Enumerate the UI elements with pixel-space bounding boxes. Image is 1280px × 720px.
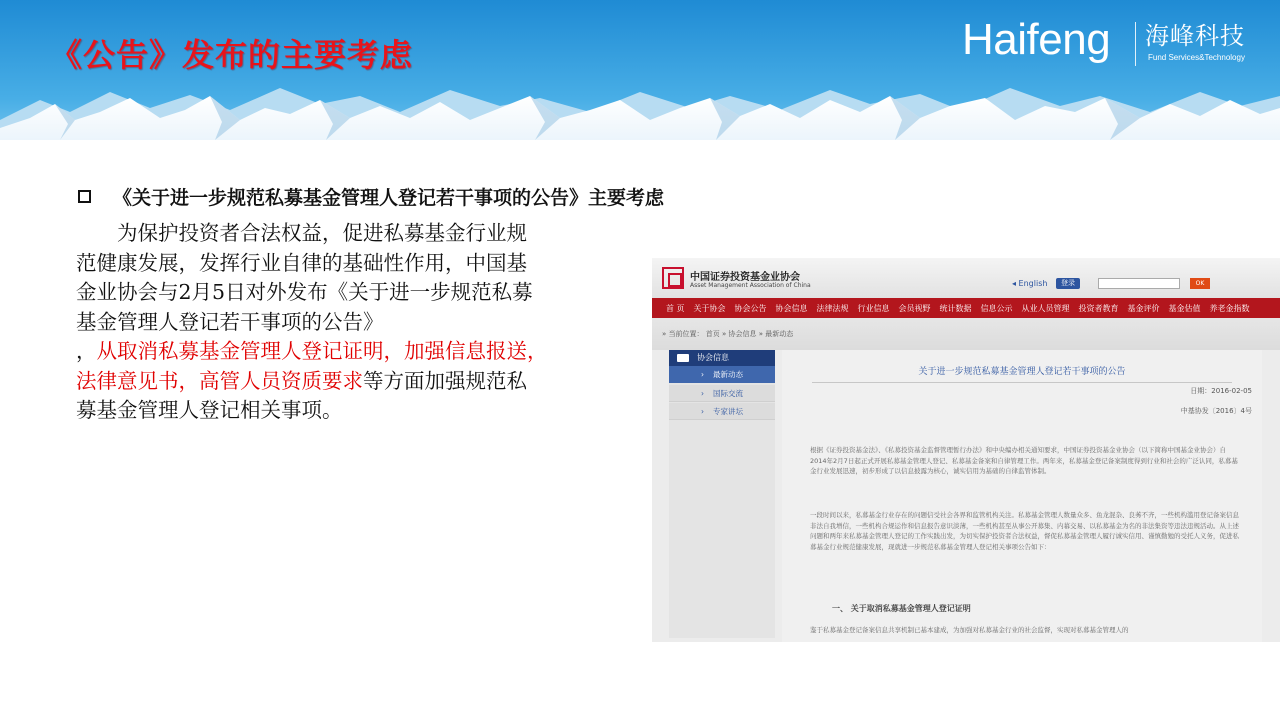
article-paragraph: 一段时间以来，私募基金行业存在的问题信受社会各界和监管机构关注。私募基金管理人数量众多、鱼龙混杂、良莠不齐，一些机构滥用登记备案信息非法自我增信，一些机构合规运作和信息报告意识淡薄，一些机构甚至从事公开募集、内幕交易、以私募基金为名的非法集资等违法违规活动。从上述问题和两年来私募基金管理人登记的工作实践出发，为切实保护投资者合法权益，督促私募基金管理人履行诚实信用、谨慎勤勉的受托人义务，促进私募基金行业规范健康发展，现就进一步规范私募基金管理人登记相关事项公告如下： [810,511,1239,551]
body-paragraph [76,219,636,426]
sidebar-item-experts: › 专家讲坛 [669,403,775,420]
sidebar-item-latest: › 最新动态 [669,366,775,383]
amac-sidebar [669,350,775,638]
nav-item: 投资者教育 [1078,303,1119,313]
article-title: 关于进一步规范私募基金管理人登记若干事项的公告 [918,367,1126,377]
amac-name-cn: 中国证券投资基金业协会 [690,272,800,283]
login-button: 登录 [1056,278,1080,289]
nav-item: 基金评价 [1127,303,1160,313]
article-paragraph: 鉴于私募基金登记备案信息共享机制已基本建成，为加强对私募基金行业的社会监督，实现对私募基金管理人的 [810,626,1129,634]
haifeng-logo [962,16,1262,66]
paragraph-text: ， [76,339,97,363]
article-section-heading: 一、 关于取消私募基金管理人登记证明 [832,604,971,613]
article-paragraph: 根据《证券投资基金法》、《私募投资基金监督管理暂行办法》和中央编办相关通知要求，中国证券投资基金业协会（以下简称中国基金业协会）自2014年2月7日起正式开展私募基金管理人登记、私募基金备案和自律管理工作。两年来，私募基金登记备案制度得到行业和社会的广泛认同，私募基金行业发展迅速，初步形成了以信息披露为核心，诚实信用为基础的自律监管体制。 [810,446,1238,475]
highlight-text: 法律意见书，高管人员资质要求 [76,368,363,393]
nav-item: 养老金指数 [1209,303,1250,313]
paragraph-line [76,337,636,367]
amac-nav-bar [652,298,1280,318]
nav-item: 关于协会 [693,303,726,313]
amac-header [652,258,1280,298]
paragraph-text: 等方面加强规范私 [363,368,527,393]
slide-title: 《公告》发布的主要考虑 [50,36,414,74]
nav-item: 从业人员管理 [1021,303,1070,313]
breadcrumb [652,318,1280,350]
paragraph-line: 募基金管理人登记相关事项。 [76,398,343,422]
nav-item: 统计数据 [939,303,972,313]
section-heading [78,183,664,210]
book-icon [677,354,689,362]
nav-item: 协会信息 [775,303,808,313]
search-button: OK [1190,278,1210,289]
search-input [1098,278,1180,289]
paragraph-line: 为保护投资者合法权益，促进私募基金行业规 [76,221,527,245]
square-bullet-icon [78,190,91,203]
section-heading-text: 《关于进一步规范私募基金管理人登记若干事项的公告》主要考虑 [113,187,665,209]
breadcrumb-text: » 当前位置： 首页 » 协会信息 » 最新动态 [662,330,794,338]
nav-item: 协会公告 [734,303,767,313]
article-date: 日期：2016-02-05 [1190,387,1252,395]
amac-logo-icon [662,267,684,289]
nav-item: 首 页 [666,303,685,313]
article-panel [782,350,1262,642]
amac-name-en: Asset Management Association of China [690,282,811,289]
paragraph-line: 基金管理人登记若干事项的公告》 [76,309,384,334]
nav-item: 信息公示 [980,303,1013,313]
nav-item: 法律法规 [816,303,849,313]
nav-item: 行业信息 [857,303,890,313]
logo-chinese: 海峰科技 [1145,22,1245,50]
nav-item: 基金估值 [1168,303,1201,313]
highlight-text: 从取消私募基金管理人登记证明，加强信息报送， [96,339,548,363]
logo-wordmark: Haifeng [962,15,1111,64]
logo-divider [1135,22,1136,66]
sidebar-header [669,350,775,366]
document-number: 中基协发〔2016〕4号 [1180,407,1252,415]
sidebar-header-label: 协会信息 [697,353,729,362]
sidebar-item-international: › 国际交流 [669,385,775,402]
amac-webpage-screenshot [652,258,1280,642]
paragraph-line: 范健康发展，发挥行业自律的基础性作用，中国基 [76,250,527,275]
logo-subtitle: Fund Services&Technology [1148,53,1245,62]
paragraph-line [76,367,636,397]
nav-item: 会员视野 [898,303,931,313]
paragraph-line: 金业协会与2月5日对外发布《关于进一步规范私募 [76,280,533,304]
english-link: ◂ English [1012,279,1048,288]
title-divider [812,382,1232,383]
